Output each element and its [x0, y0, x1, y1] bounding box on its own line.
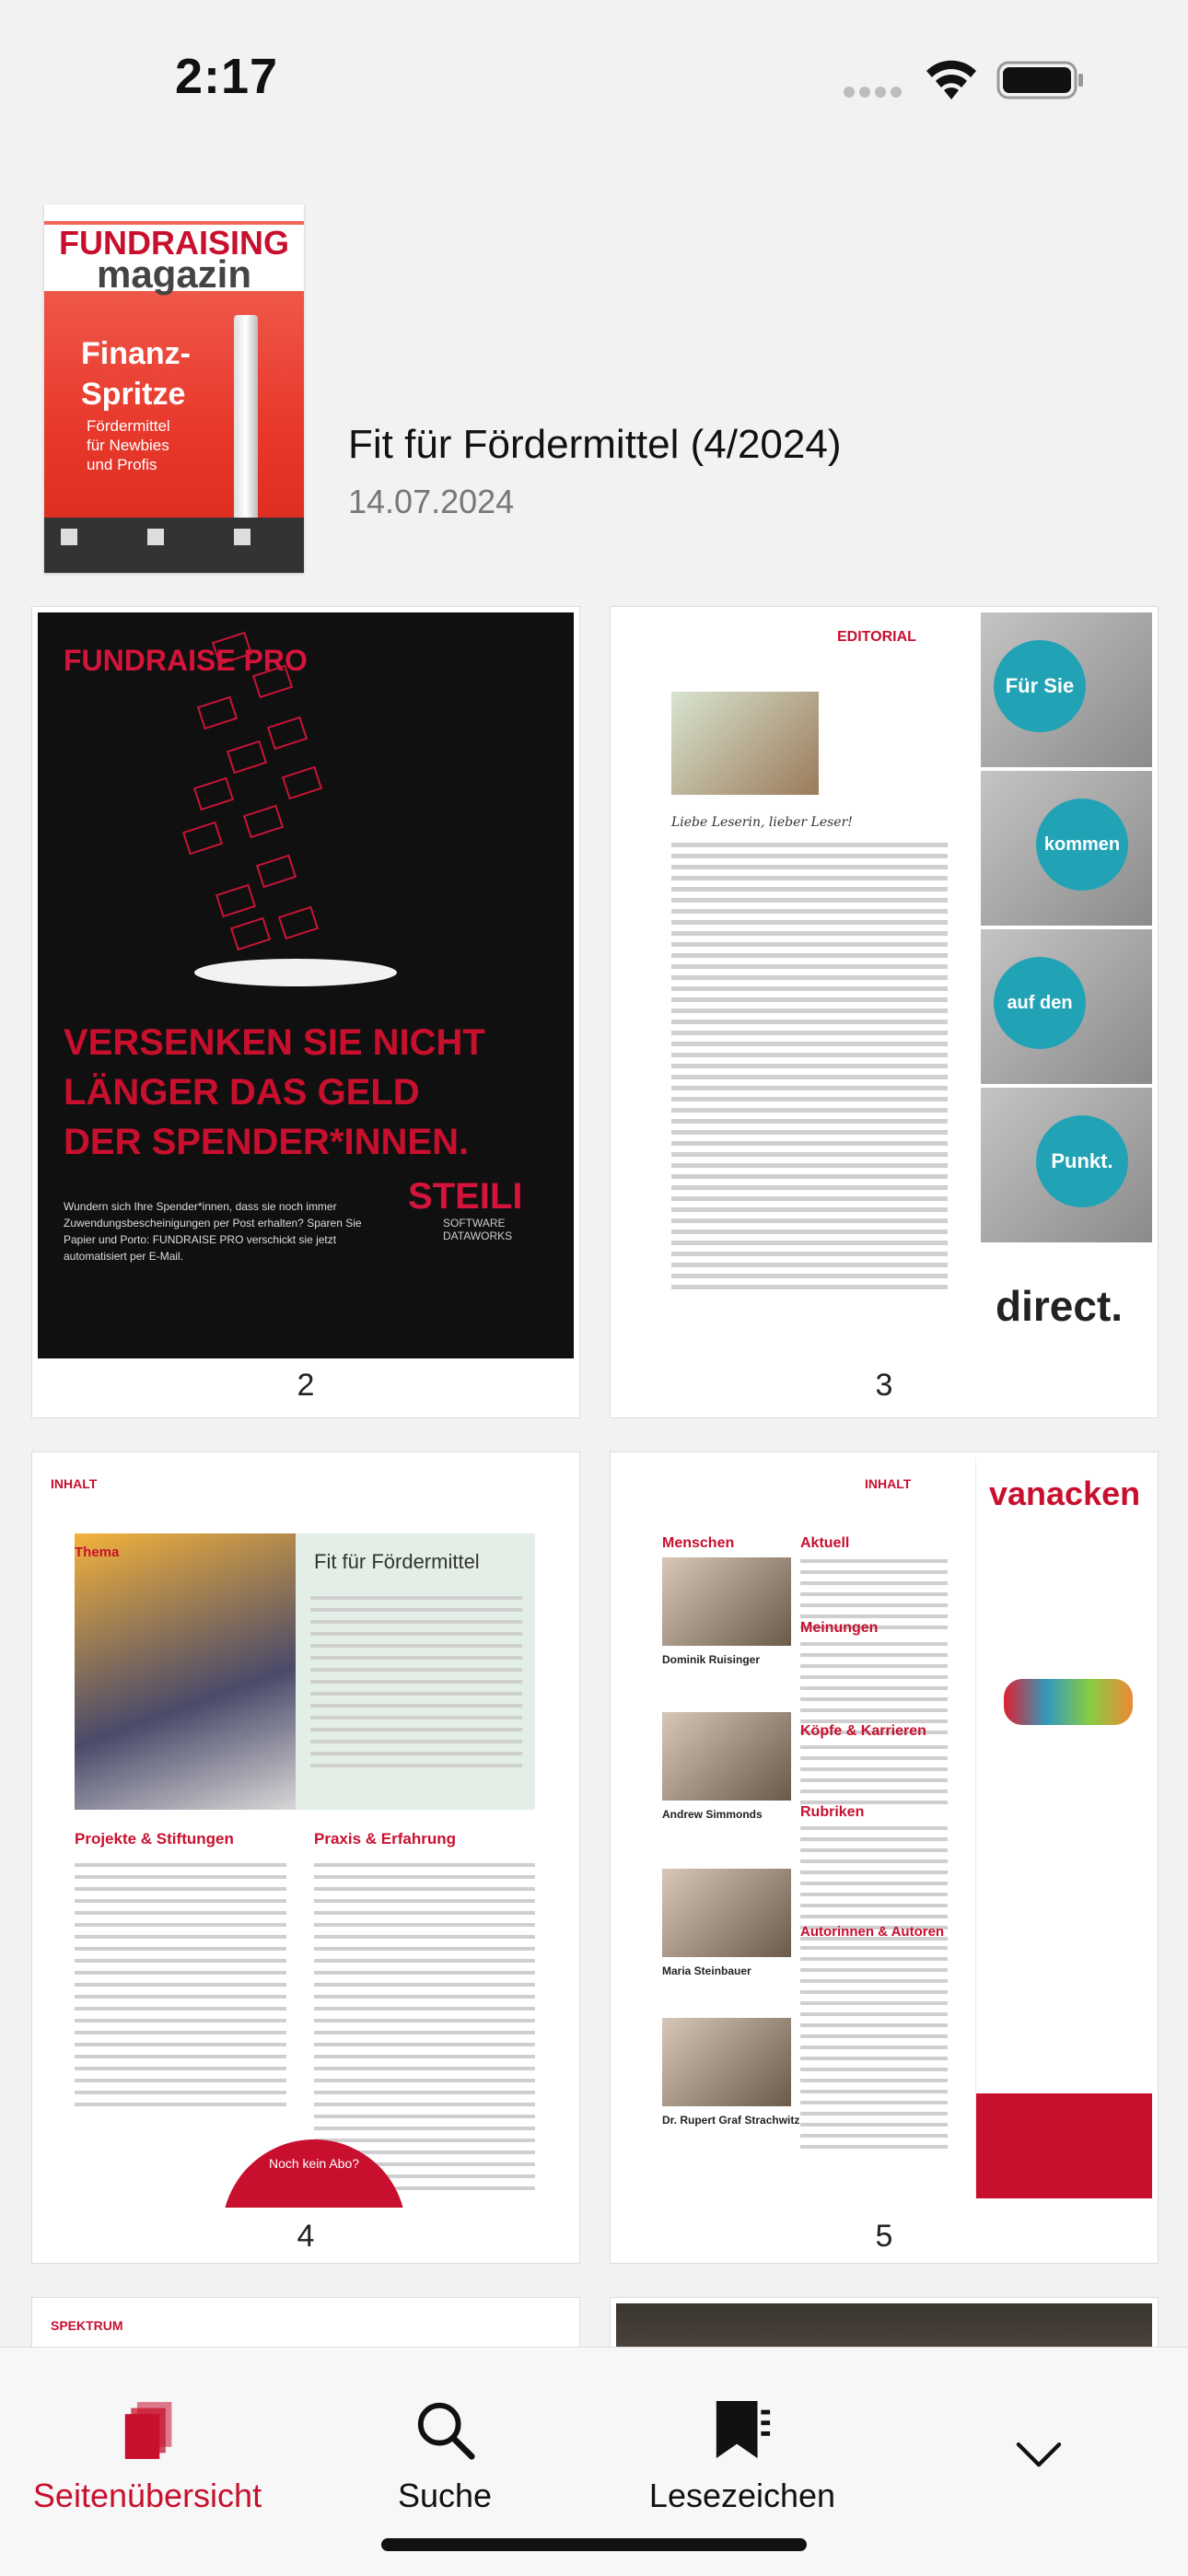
editorial-text [671, 843, 948, 1296]
person-name: Dr. Rupert Graf Strachwitz [662, 2114, 800, 2127]
section-heading: Projekte & Stiftungen [75, 1830, 234, 1847]
section-heading: Praxis & Erfahrung [314, 1830, 456, 1847]
page-number: 3 [875, 1368, 893, 1403]
page-5-image [616, 1458, 1152, 2208]
ad-brand-direct: direct. [996, 1282, 1124, 1330]
ad-bubble: kommen [1036, 798, 1128, 891]
page-2-image [38, 612, 574, 1358]
ad-footer [976, 2093, 1152, 2198]
tab-label: Seitenübersicht [32, 2477, 262, 2514]
page-section-label: EDITORIAL [837, 629, 916, 645]
theme-label: Thema [75, 1544, 120, 1560]
page-3-image [616, 612, 1152, 1358]
syringe-illustration [234, 315, 258, 527]
editorial-greeting: Liebe Leserin, lieber Leser! [671, 815, 853, 830]
section-heading: Autorinnen & Autoren [800, 1924, 945, 1940]
cover-logo: FUNDRAISING [44, 225, 304, 291]
page-number: 5 [875, 2219, 893, 2254]
status-time: 2:17 [175, 49, 279, 104]
editor-photo [671, 692, 819, 795]
ad-column [981, 612, 1152, 1353]
bookmark-icon [711, 2399, 774, 2462]
page-thumbnail[interactable] [610, 606, 1159, 1418]
tab-label: Suche [397, 2477, 493, 2514]
ad-slogan: VERSENKEN SIE NICHT LÄNGER DAS GELD DER SPENDER*INNEN. [64, 1022, 485, 1162]
wifi-icon [919, 55, 984, 103]
cover-footer [44, 518, 304, 573]
theme-illustration [75, 1533, 296, 1810]
ad-copy: Wundern sich Ihre Spender*innen, dass sie noch immer Zuwendungsbescheinigungen per Post erhalten? Sparen Sie Papier und Porto: FUNDRAISE PRO verschickt sie jetzt automatisiert per E-Mail. [64, 1200, 362, 1263]
tab-lesezeichen[interactable] [632, 2348, 853, 2532]
page-number: 4 [297, 2219, 315, 2254]
ad-brand-sub: SOFTWARE DATAWORKS [443, 1217, 513, 1242]
ad-bubble: Für Sie [994, 640, 1086, 732]
page-4-image [38, 1458, 574, 2208]
search-icon [414, 2399, 477, 2462]
battery-icon [996, 61, 1085, 99]
spotlight [194, 959, 397, 986]
subscription-badge: Noch kein Abo? [222, 2139, 406, 2208]
issue-date: 14.07.2024 [348, 483, 515, 520]
section-heading: Meinungen [800, 1620, 879, 1636]
ad-bubble: Punkt. [1036, 1115, 1128, 1207]
status-bar [0, 0, 1188, 157]
issue-cover[interactable] [44, 204, 304, 573]
page-section-label: INHALT [51, 1476, 98, 1491]
section-heading: Rubriken [800, 1804, 865, 1820]
cover-subline: Fördermittel für Newbies und Profis [87, 417, 170, 473]
page-number: 2 [297, 1368, 315, 1403]
ad-column [975, 1458, 1152, 2198]
page-thumbnail[interactable] [610, 1451, 1159, 2264]
ad-brand-vanacken: vanacken [989, 1474, 1141, 1512]
section-heading: Menschen [662, 1535, 735, 1551]
pages-overview-icon [122, 2399, 177, 2462]
cover-topline [44, 204, 304, 221]
person-name: Andrew Simmonds [662, 1808, 763, 1821]
chevron-down-icon[interactable] [1013, 2440, 1065, 2471]
issue-title: Fit für Fördermittel (4/2024) [348, 422, 842, 467]
birds-illustration [1004, 1679, 1133, 1725]
cellular-signal-icon [844, 87, 903, 98]
tab-suche[interactable] [341, 2348, 549, 2532]
page-thumbnail[interactable] [31, 606, 580, 1418]
person-name: Dominik Ruisinger [662, 1653, 761, 1666]
section-heading: Köpfe & Karrieren [800, 1723, 926, 1739]
tab-seitenuebersicht[interactable] [9, 2348, 285, 2532]
theme-title: Fit für Fördermittel [314, 1550, 480, 1573]
cover-logo-sub: magazin [96, 252, 252, 296]
page-section-label: SPEKTRUM [51, 2318, 123, 2333]
ad-brand: STEILI [408, 1176, 523, 1217]
tab-label: Lesezeichen [648, 2477, 836, 2514]
page-section-label: INHALT [865, 1476, 912, 1491]
ad-bubble: auf den [994, 957, 1086, 1049]
person-name: Maria Steinbauer [662, 1964, 751, 1977]
section-heading: Aktuell [800, 1535, 850, 1551]
cover-headline: Finanz- Spritze [81, 336, 191, 412]
ad-brand-head: FUNDRAISE PRO [64, 644, 308, 677]
page-thumbnail[interactable] [31, 1451, 580, 2264]
home-indicator [381, 2538, 807, 2551]
